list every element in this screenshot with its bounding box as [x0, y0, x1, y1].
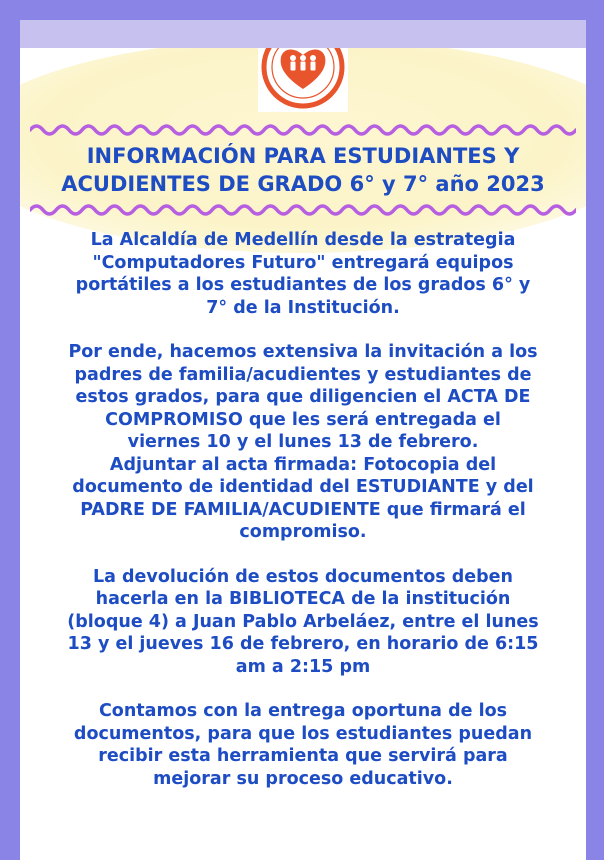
text-line: 7° de la Institución. [206, 297, 400, 318]
paragraph-intro [20, 229, 586, 319]
text-line: mejorar su proceso educativo. [153, 768, 453, 789]
school-logo [258, 48, 348, 112]
paragraph-spacer [20, 319, 586, 341]
title-line: ACUDIENTES DE GRADO 6° y 7° año 2023 [61, 172, 545, 196]
text-line: Contamos con la entrega oportuna de los [98, 701, 508, 721]
text-line: hacerla en la BIBLIOTECA de la institución [95, 589, 511, 609]
text-line: La Alcaldía de Medellín desde la estrategia [90, 230, 516, 250]
text-line: PADRE DE FAMILIA/ACUDIENTE que firmará el [80, 499, 526, 520]
paragraph-spacer [20, 544, 586, 566]
title-line: INFORMACIÓN PARA ESTUDIANTES Y [86, 144, 520, 168]
paragraph-return [20, 566, 586, 679]
flyer-body [20, 229, 586, 790]
school-logo-emblem [261, 48, 345, 109]
text-line: estos grados, para que diligencien el ACTA DE [75, 387, 531, 407]
wave-divider-top [30, 122, 576, 138]
text-line: padres de familia/acudientes y estudiantes de [74, 364, 532, 385]
flyer-title [20, 142, 586, 198]
text-line: "Computadores Futuro" entregará equipos [92, 252, 514, 273]
text-line: Por ende, hacemos extensiva la invitación a los [68, 342, 538, 362]
text-line: Adjuntar al acta firmada: Fotocopia del [109, 454, 497, 475]
text-line: COMPROMISO que les será entregada el [105, 409, 501, 430]
text-line: recibir esta herramienta que servirá para [98, 746, 508, 766]
paragraph-invitation [20, 341, 586, 544]
text-line: documentos, para que los estudiantes puedan [73, 723, 533, 744]
text-line: viernes 10 y el lunes 13 de febrero. [127, 432, 479, 452]
text-line: am a 2:15 pm [235, 656, 371, 677]
text-line: 13 y el jueves 16 de febrero, en horario de 6:15 [67, 634, 539, 654]
paragraph-closing [20, 700, 586, 790]
text-line: compromiso. [239, 522, 367, 542]
paragraph-spacer [20, 678, 586, 700]
text-line: documento de identidad del ESTUDIANTE y del [72, 477, 534, 497]
top-band [20, 20, 586, 48]
text-line: portátiles a los estudiantes de los grados 6° y [75, 275, 531, 295]
flyer-card [20, 48, 586, 860]
wave-divider-bottom [30, 202, 576, 218]
text-line: La devolución de estos documentos deben [92, 566, 514, 587]
text-line: (bloque 4) a Juan Pablo Arbeláez, entre el lunes [67, 611, 539, 632]
